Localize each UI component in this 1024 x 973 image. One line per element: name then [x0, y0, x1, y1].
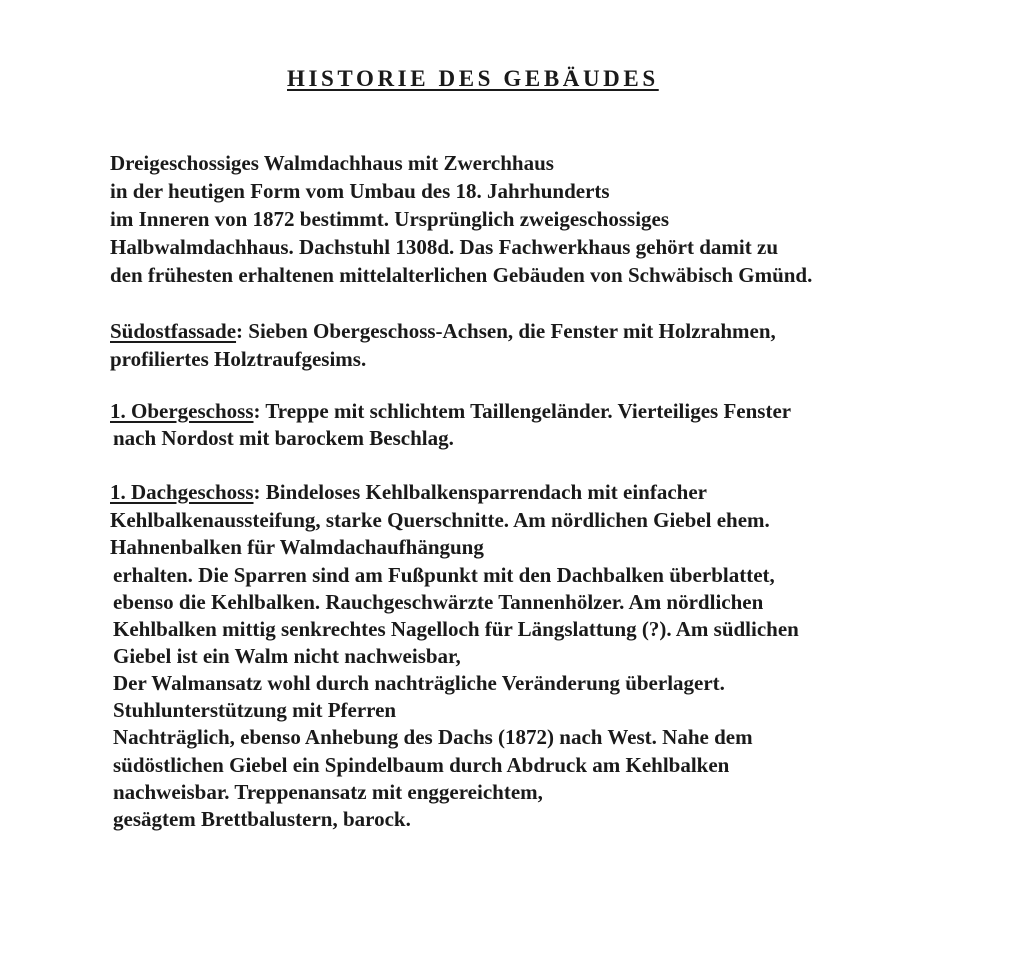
dachgeschoss-line: südöstlichen Giebel ein Spindelbaum durch Abdruck am Kehlbalken: [113, 753, 730, 777]
dachgeschoss-line: nachweisbar. Treppenansatz mit enggereichtem,: [113, 780, 543, 804]
obergeschoss-line-2: nach Nordost mit barockem Beschlag.: [113, 426, 454, 450]
dachgeschoss-text: : Bindeloses Kehlbalkensparrendach mit einfacher: [253, 480, 707, 504]
obergeschoss-text: : Treppe mit schlichtem Taillengeländer. Vierteiliges Fenster: [253, 399, 792, 423]
intro-line: in der heutigen Form vom Umbau des 18. Jahrhunderts: [110, 179, 610, 203]
dachgeschoss-line: Kehlbalken mittig senkrechtes Nagelloch für Längslattung (?). Am südlichen: [113, 617, 799, 641]
dachgeschoss-line: ebenso die Kehlbalken. Rauchgeschwärzte Tannenhölzer. Am nördlichen: [113, 590, 764, 614]
intro-line: den frühesten erhaltenen mittelalterlichen Gebäuden von Schwäbisch Gmünd.: [110, 263, 813, 287]
suedost-text: : Sieben Obergeschoss-Achsen, die Fenster mit Holzrahmen,: [236, 319, 776, 343]
dachgeschoss-line-1: [110, 479, 707, 505]
dachgeschoss-line: Giebel ist ein Walm nicht nachweisbar,: [113, 644, 461, 668]
suedost-line-2: profiliertes Holztraufgesims.: [110, 347, 367, 371]
suedost-line-1: [110, 318, 776, 344]
document-title: HISTORIE DES GEBÄUDES: [287, 66, 659, 91]
obergeschoss-heading: 1. Obergeschoss: [110, 399, 254, 423]
intro-line: Halbwalmdachhaus. Dachstuhl 1308d. Das Fachwerkhaus gehört damit zu: [110, 235, 779, 259]
dachgeschoss-line: gesägtem Brettbalustern, barock.: [113, 807, 411, 831]
intro-line: im Inneren von 1872 bestimmt. Ursprünglich zweigeschossiges: [110, 207, 670, 231]
suedost-heading: Südostfassade: [110, 319, 237, 343]
dachgeschoss-line: Stuhlunterstützung mit Pferren: [113, 698, 397, 722]
dachgeschoss-line: Hahnenbalken für Walmdachaufhängung: [110, 535, 484, 559]
dachgeschoss-line: erhalten. Die Sparren sind am Fußpunkt mit den Dachbalken überblattet,: [113, 563, 775, 587]
dachgeschoss-line: Kehlbalkenaussteifung, starke Querschnitte. Am nördlichen Giebel ehem.: [110, 508, 770, 532]
dachgeschoss-line: Der Walmansatz wohl durch nachträgliche Veränderung überlagert.: [113, 671, 725, 695]
intro-line: Dreigeschossiges Walmdachhaus mit Zwerchhaus: [110, 151, 554, 175]
obergeschoss-line-1: [110, 398, 791, 424]
dachgeschoss-line: Nachträglich, ebenso Anhebung des Dachs (1872) nach West. Nahe dem: [113, 725, 753, 749]
dachgeschoss-heading: 1. Dachgeschoss: [110, 480, 254, 504]
